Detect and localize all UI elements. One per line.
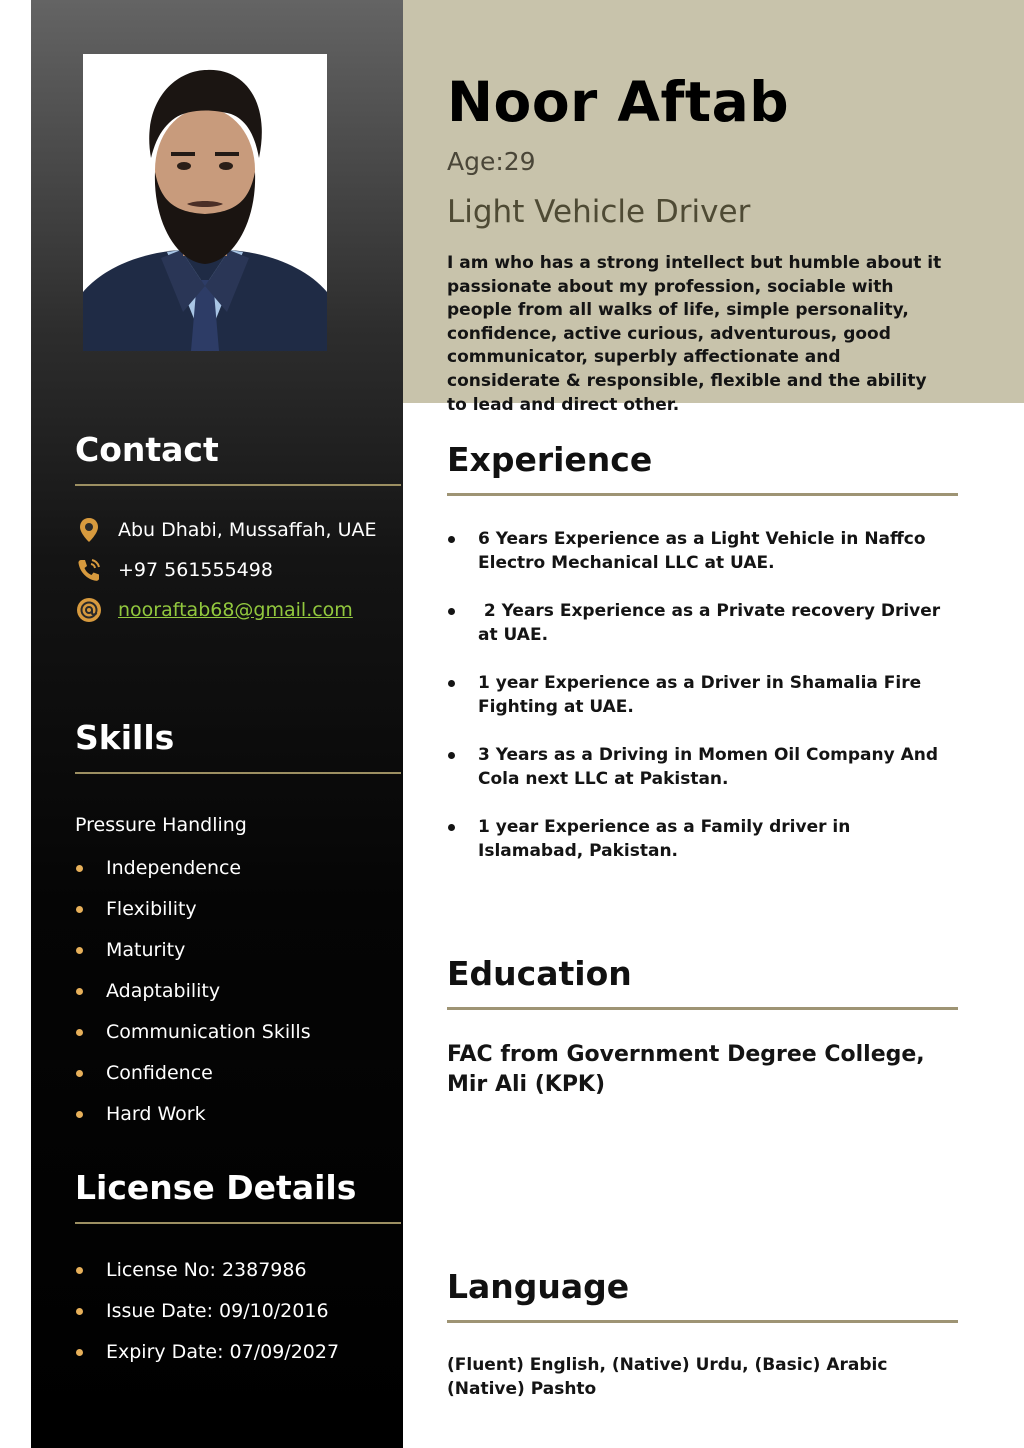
skill-item: Hard Work [75,1101,311,1142]
contact-address: Abu Dhabi, Mussaffah, UAE [118,519,377,541]
skill-item: Adaptability [75,978,311,1019]
license-item: Expiry Date: 07/09/2027 [75,1339,339,1380]
contact-email-row [75,596,353,624]
skill-item: Confidence [75,1060,311,1101]
experience-heading: Experience [447,440,653,479]
skills-heading: Skills [75,718,175,757]
experience-item: 3 Years as a Driving in Momen Oil Company And Cola next LLC at Pakistan. [447,744,957,791]
skills-divider [75,772,401,774]
candidate-role: Light Vehicle Driver [447,194,751,230]
license-list [75,1257,339,1380]
email-at-icon [75,596,103,624]
contact-phone-row [75,556,273,584]
contact-phone: +97 561555498 [118,559,273,581]
candidate-name: Noor Aftab [447,70,790,134]
contact-divider [75,484,401,486]
education-divider [447,1007,958,1010]
experience-item: 2 Years Experience as a Private recovery Driver at UAE. [447,600,957,647]
skill-item: Flexibility [75,896,311,937]
experience-item: 1 year Experience as a Driver in Shamalia Fire Fighting at UAE. [447,672,957,719]
skill-item: Independence [75,855,311,896]
skills-list [75,855,311,1142]
education-entry: FAC from Government Degree College, Mir Ali (KPK) [447,1042,925,1097]
contact-address-row [75,516,377,544]
experience-divider [447,493,958,496]
skill-item: Maturity [75,937,311,978]
profile-summary: I am who has a strong intellect but humble about it passionate about my profession, sociable with people from all walks of life, simple personality, confidence, active curious, adventurous, good communicator, superbly affectionate and considerate & responsible, flexible and the ability to lead and direct other. [447,253,942,415]
experience-item: 1 year Experience as a Family driver in Islamabad, Pakistan. [447,816,957,863]
education-heading: Education [447,954,632,993]
license-divider [75,1222,401,1224]
language-heading: Language [447,1267,630,1306]
license-item: Issue Date: 09/10/2016 [75,1298,339,1339]
license-heading: License Details [75,1168,357,1207]
contact-email-link[interactable]: nooraftab68@gmail.com [118,599,353,621]
skill-item: Communication Skills [75,1019,311,1060]
candidate-age: Age:29 [447,147,536,176]
experience-list [447,528,957,888]
language-entry: (Fluent) English, (Native) Urdu, (Basic) Arabic (Native) Pashto [447,1355,888,1399]
language-divider [447,1320,958,1323]
experience-item: 6 Years Experience as a Light Vehicle in Naffco Electro Mechanical LLC at UAE. [447,528,957,575]
skill-intro: Pressure Handling [75,814,247,836]
profile-photo [83,54,327,351]
license-item: License No: 2387986 [75,1257,339,1298]
contact-heading: Contact [75,430,219,469]
phone-icon [75,556,103,584]
location-pin-icon [75,516,103,544]
